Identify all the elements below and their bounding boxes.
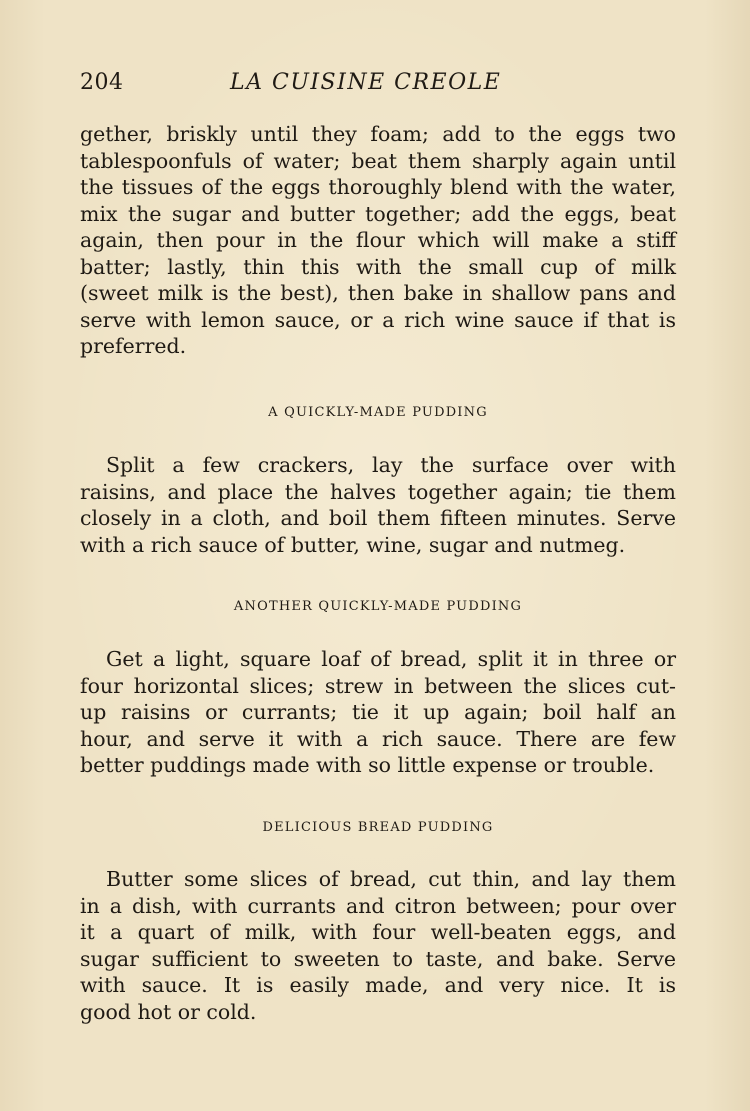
text-line: up raisins or currants; tie it up again; boil half an <box>80 700 676 724</box>
text-line: tablespoonfuls of water; beat them sharply again until <box>80 148 676 173</box>
text-line: hour, and serve it with a rich sauce. There are few <box>80 726 676 751</box>
text-line: (sweet milk is the best), then bake in shallow pans and <box>80 281 676 305</box>
recipe-paragraph-delicious-bread-pudding <box>80 866 676 1025</box>
running-title: LA CUISINE CREOLE <box>230 70 502 95</box>
text-line: raisins, and place the halves together again; tie them <box>80 479 676 504</box>
text-line: better puddings made with so little expense or trouble. <box>80 753 655 777</box>
recipe-heading-quickly-made-pudding: A QUICKLY-MADE PUDDING <box>268 405 488 420</box>
running-head <box>80 70 676 100</box>
text-line: sugar sufficient to sweeten to taste, and bake. Serve <box>80 946 676 971</box>
text-line: again, then pour in the flour which will make a stiff <box>80 228 676 252</box>
recipe-heading-another-quickly-made-pudding: ANOTHER QUICKLY-MADE PUDDING <box>233 599 523 614</box>
text-line: batter; lastly, thin this with the small cup of milk <box>80 254 676 279</box>
recipe-paragraph-quickly-made-pudding <box>80 452 676 558</box>
text-line: good hot or cold. <box>80 999 257 1024</box>
text-line: in a dish, with currants and citron between; pour over <box>80 893 676 918</box>
text-line: four horizontal slices; strew in between the slices cut- <box>80 673 676 698</box>
recipe-heading-delicious-bread-pudding: DELICIOUS BREAD PUDDING <box>262 820 494 835</box>
text-line: it a quart of milk, with four well-beaten eggs, and <box>80 920 676 944</box>
text-line: Butter some slices of bread, cut thin, and lay them <box>106 867 676 891</box>
recipe-paragraph-another-quickly-made-pudding <box>80 646 676 779</box>
text-line: preferred. <box>80 334 187 358</box>
text-line: gether, briskly until they foam; add to the eggs two <box>80 122 676 146</box>
text-line: the tissues of the eggs thoroughly blend with the water, <box>80 175 676 199</box>
text-line: Get a light, square loaf of bread, split it in three or <box>106 647 676 671</box>
page-number: 204 <box>80 70 124 95</box>
text-line: with a rich sauce of butter, wine, sugar and nutmeg. <box>80 532 626 557</box>
text-line: with sauce. It is easily made, and very nice. It is <box>80 973 676 997</box>
text-line: closely in a cloth, and boil them fifteen minutes. Serve <box>80 506 676 530</box>
text-line: Split a few crackers, lay the surface over with <box>106 453 676 477</box>
continuation-paragraph <box>80 121 676 360</box>
text-line: serve with lemon sauce, or a rich wine sauce if that is <box>80 307 676 332</box>
text-line: mix the sugar and butter together; add the eggs, beat <box>80 201 676 226</box>
